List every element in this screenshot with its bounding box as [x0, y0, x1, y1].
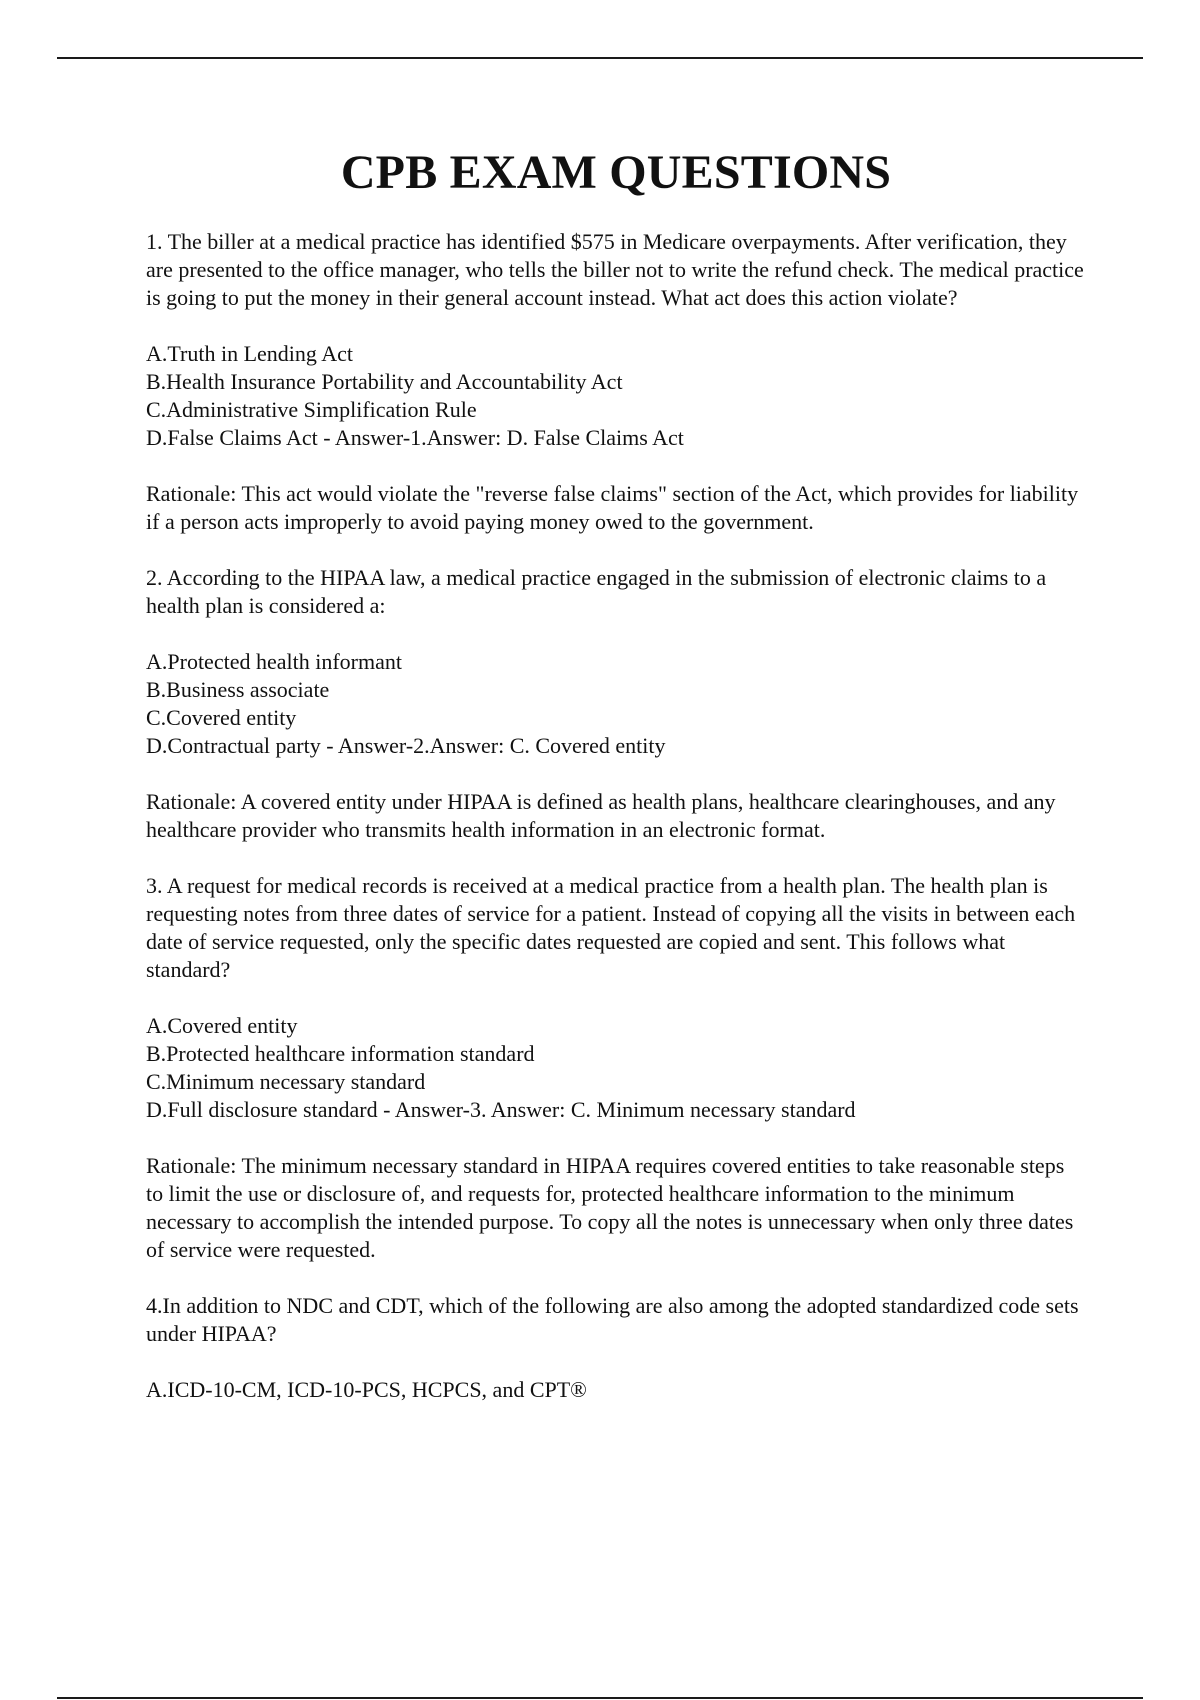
question-block-4	[146, 1292, 1086, 1404]
answer-options	[146, 1012, 1086, 1124]
question-text: 3. A request for medical records is received at a medical practice from a health plan. The health plan is requesting notes from three dates of service for a patient. Instead of copying all the visits in between each date of service requested, only the specific dates requested are copied and sent. This follows what standard?	[146, 873, 1076, 982]
option-d: D.Contractual party - Answer-2.Answer: C. Covered entity	[146, 733, 666, 758]
question-block-2	[146, 564, 1086, 844]
document-body	[146, 228, 1086, 1404]
question-text: 4.In addition to NDC and CDT, which of the following are also among the adopted standardized code sets under HIPAA?	[146, 1293, 1079, 1346]
question-block-1	[146, 228, 1086, 536]
option-c: C.Covered entity	[146, 705, 297, 730]
question-block-3	[146, 872, 1086, 1264]
question-text: 1. The biller at a medical practice has identified $575 in Medicare overpayments. After verification, they are presented to the office manager, who tells the biller not to write the refund check. The medical practice is going to put the money in their general account instead. What act does this action violate?	[146, 229, 1084, 310]
option-b: B.Health Insurance Portability and Accountability Act	[146, 369, 623, 394]
option-a: A.Truth in Lending Act	[146, 341, 353, 366]
question-text: 2. According to the HIPAA law, a medical practice engaged in the submission of electronic claims to a health plan is considered a:	[146, 565, 1047, 618]
page-title: CPB EXAM QUESTIONS	[340, 146, 892, 199]
option-b: B.Business associate	[146, 677, 330, 702]
rationale-text: Rationale: This act would violate the "reverse false claims" section of the Act, which provides for liability if a person acts improperly to avoid paying money owed to the government.	[146, 481, 1079, 534]
option-a: A.Protected health informant	[146, 649, 402, 674]
document-page	[146, 140, 1086, 1432]
option-c: C.Administrative Simplification Rule	[146, 397, 477, 422]
option-a: A.ICD-10-CM, ICD-10-PCS, HCPCS, and CPT®	[146, 1377, 587, 1402]
top-rule	[57, 57, 1143, 59]
answer-options	[146, 1376, 1086, 1404]
option-c: C.Minimum necessary standard	[146, 1069, 426, 1094]
option-d: D.False Claims Act - Answer-1.Answer: D. False Claims Act	[146, 425, 684, 450]
option-d: D.Full disclosure standard - Answer-3. Answer: C. Minimum necessary standard	[146, 1097, 856, 1122]
option-a: A.Covered entity	[146, 1013, 298, 1038]
answer-options	[146, 340, 1086, 452]
rationale-text: Rationale: A covered entity under HIPAA is defined as health plans, healthcare clearinghouses, and any healthcare provider who transmits health information in an electronic format.	[146, 789, 1056, 842]
option-b: B.Protected healthcare information standard	[146, 1041, 535, 1066]
answer-options	[146, 648, 1086, 760]
bottom-rule	[57, 1697, 1143, 1699]
rationale-text: Rationale: The minimum necessary standard in HIPAA requires covered entities to take reasonable steps to limit the use or disclosure of, and requests for, protected healthcare information to the minimum necessary to accomplish the intended purpose. To copy all the notes is unnecessary when only three dates of service were requested.	[146, 1153, 1074, 1262]
